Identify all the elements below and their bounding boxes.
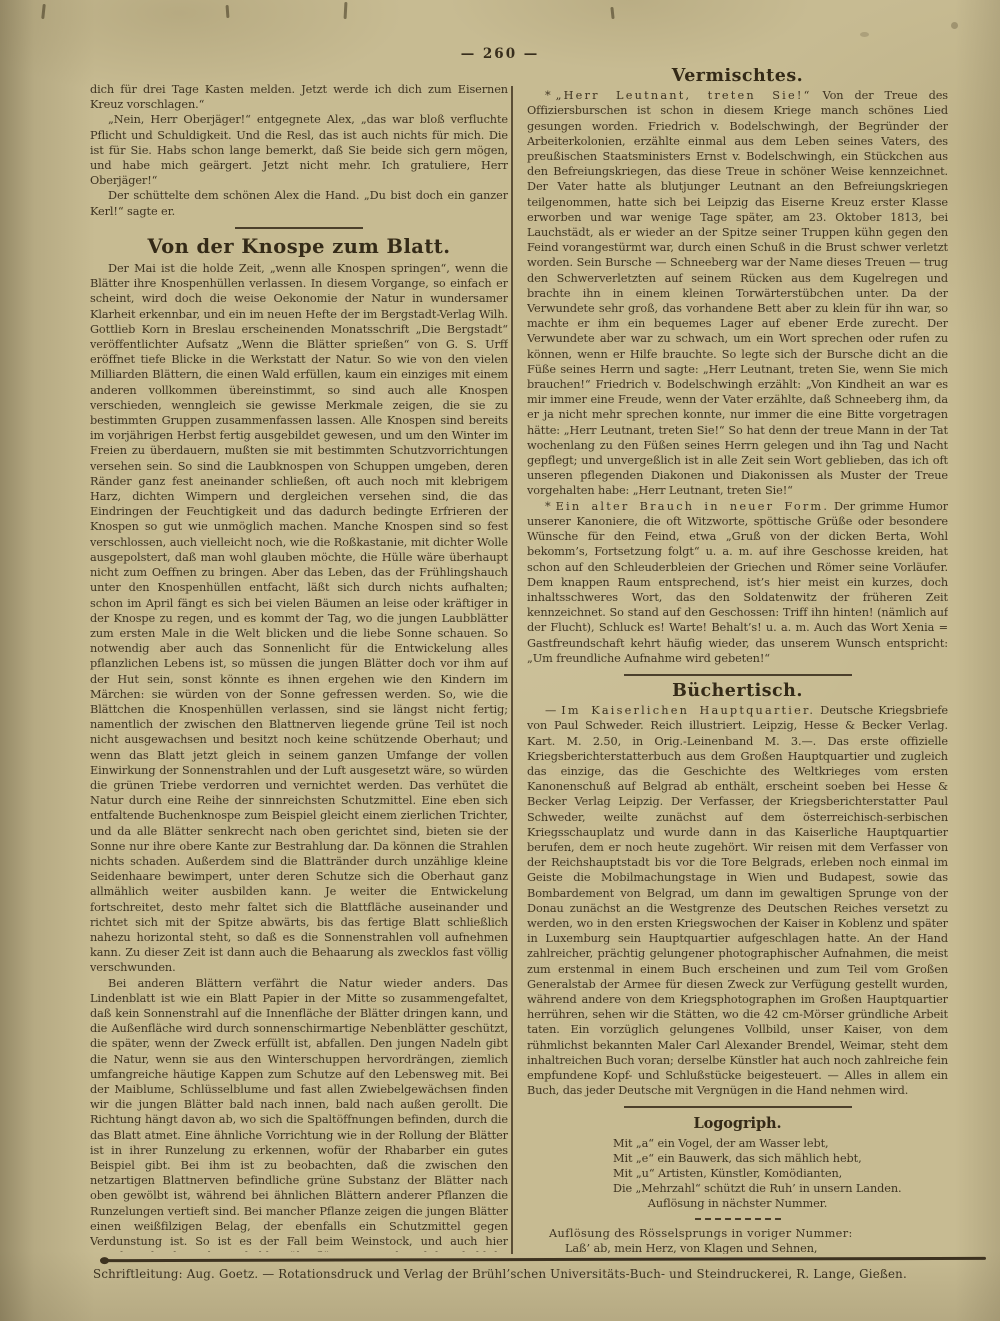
- solution-line: Laß’ ab, mein Herz, von Klagen und Sehnen,: [565, 1241, 818, 1254]
- ink-mark: [41, 4, 46, 19]
- news-item: [527, 88, 948, 498]
- buechertisch-title: Büchertisch.: [672, 679, 803, 701]
- article-title: Von der Knospe zum Blatt.: [147, 233, 451, 258]
- news-item: [527, 499, 948, 666]
- right-column: [527, 68, 948, 1254]
- vermischtes-title: Vermischtes.: [671, 68, 804, 86]
- logogriph-title: Logogriph.: [693, 1114, 782, 1133]
- story-paragraph: Der schüttelte dem schönen Alex die Hand. „Du bist doch ein ganzer Kerl!“ sagte er.: [90, 189, 508, 218]
- poem-line: Mit „u“ Artisten, Künstler, Komödianten,: [613, 1167, 843, 1181]
- footer-divider: [104, 1257, 986, 1262]
- logogriph-note: Auflösung in nächster Nummer.: [647, 1197, 828, 1211]
- item-text: Von der Treue des Offiziersburschen ist schon in diesem Kriege manch schönes Lied gesungen worden. Friedrich v. Bodelschwingh, der Begründer der Arbeiterkolonien, erzählte einmal aus dem Leben seines Vaters, des preußischen Staatsministers Ernst v. Bodelschwingh, ein Stückchen aus den Befreiungskriegen, das diese Treue in schöner Weise kennzeichnet. Der Vater hatte als blutjunger Leutnant an den Befreiungskriegen teilgenommen, hatte sich bei Leipzig das Eiserne Kreuz erster Klasse erworben und war wenige Tage später, am 23. Oktober 1813, bei Lauchstädt, als er wieder an der Spitze seiner Truppen kühn gegen den Feind vorangestürmt war, durch einen Schuß in die Brust schwer verletzt worden. Sein Bursche — Schneeberg war der Name dieses Treuen — trug den Schwerverletzten auf seinem Rücken aus dem Kugelregen und brachte ihn in einem kleinen Torwärterstübchen unter. Da der Verwundete sehr groß, das vorhandene Bett aber zu klein für ihn war, so machte er ihm ein bequemes Lager auf ebener Erde zurecht. Der Verwundete aber war zu schwach, um ein Wort sprechen oder rufen zu können, wenn er Hilfe brauchte. So legte sich der Bursche dicht an die Füße seines Herrn und sagte: „Herr Leutnant, treten Sie, wenn Sie mich brauchen!“ Friedrich v. Bodelschwingh erzählt: „Von Kindheit an war es mir immer eine Freude, wenn der Vater erzählte, daß Schneeberg ihm, da er ja nicht mehr sprechen konnte, nur immer die eine Bitte vorgetragen hätte: „Herr Leutnant, treten Sie!“ So hat denn der treue Mann in der Tat wochenlang zu den Füßen seines Herrn gelegen und ihn Tag und Nacht gepflegt; und unvergeßlich ist in alle Zeit sein Wort geblieben, das ich oft unseren pflegenden Diakonen und Diakonissen als Muster der Treue vorgehalten habe: „Herr Leutnant, treten Sie!“: [527, 89, 948, 498]
- item-marker: *: [545, 499, 551, 513]
- section-divider: [235, 227, 363, 229]
- story-paragraph: dich für drei Tage Kasten melden. Jetzt werde ich dich zum Eisernen Kreuz vorschlagen.“: [90, 83, 508, 112]
- article-paragraph: Bei anderen Blättern verfährt die Natur wieder anders. Das Lindenblatt ist wie ein Blatt Papier in der Mitte so zusammengefaltet, daß kein Sonnenstrahl auf die Innenfläche der Blätter dringen kann, und die Außenfläche wird durch sonnenschirmartige Nebenblätter geschützt, die später, wenn der Zweck erfüllt ist, abfallen. Den jungen Nadeln gibt die Natur, wenn sie aus den Winterschuppen hervordrängen, ziemlich umfangreiche häutige Kappen zum Schutze auf den Lebensweg mit. Bei der Maiblume, Schlüsselblume und fast allen Zwiebelgewächsen finden wir die jungen Blätter bald nach innen, bald nach außen gerollt. Die Richtung hängt davon ab, wo sich die Spaltöffnungen befinden, durch die das Blatt atmet. Eine ähnliche Vorrichtung wie in der Rollung der Blätter ist in ihrer Runzelung zu erkennen, wofür der Rhabarber ein gutes Beispiel gibt. Bei ihm ist zu beobachten, daß die zwischen den netzartigen Blattnerven befindliche grüne Substanz der Blätter nach oben gewölbt ist, während bei ähnlichen Blättern anderer Pflanzen die Runzelungen vertieft sind. Bei mancher Pflanze zeigen die jungen Blätter einen weißfilzigen Belag, der ebenfalls ein Schutzmittel gegen Verdunstung ist. So ist es der Fall beim Weinstock, und auch hier: [90, 976, 508, 1249]
- imprint: Schriftleitung: Aug. Goetz. — Rotationsdruck und Verlag der Brühl’schen Universitäts-Buch- und Steindruckerei, R. Lange, Gießen.: [93, 1267, 907, 1281]
- article-paragraph: Der Mai ist die holde Zeit, „wenn alle Knospen springen“, wenn die Blätter ihre Knospenhüllen verlassen. In diesem Vorgange, so einfach er scheint, wird doch die weise Oekonomie der Natur in wundersamer Klarheit erkennbar, und ein im neuen Hefte der im Bergstadt-Verlag Wilh. Gottlieb Korn in Breslau erscheinenden Monatsschrift „Die Bergstadt“ veröffentlichter Aufsatz „Wenn die Blätter sprießen“ von G. S. Urff eröffnet tiefe Blicke in die Werkstatt der Natur. So wie von den vielen Milliarden Blättern, die einen Wald erfüllen, kaum ein einziges mit einem anderen vollkommen übereinstimmt, so sind auch alle Knospen verschieden, wenngleich sie gewisse Merkmale zeigen, die sie zu bestimmten Gruppen zusammenfassen lassen. Alle Knospen sind bereits im vorjährigen Herbst fertig ausgebildet gewesen, und um den Winter im Freien zu überdauern, mußten sie mit bestimmten Schutzvorrichtungen versehen sein. So sind die Laubknospen von Schuppen umgeben, deren Ränder ganz fest aneinander schließen, oft auch noch mit klebrigem Harz, dichten Wimpern und dergleichen versehen sind, die das Eindringen der Feuchtigkeit und das dadurch bedingte Erfrieren der Knospen so gut wie unmöglich machen. Manche Knospen sind so fest verschlossen, auch vielleicht noch, wie die Roßkastanie, mit dichter Wolle ausgepolstert, daß man wohl glauben möchte, die Hülle wäre überhaupt nicht zum Oeffnen zu bringen. Aber das Leben, das der Frühlingshauch unter den Knospenhüllen entfacht, läßt sich durch nichts aufhalten; schon im April fängt es sich bei vielen Bäumen an leise oder kräftiger in der Knospe zu regen, und es kommt der Tag, wo die jungen Laubblätter zum ersten Male in die Welt blicken und die liebe Sonne schauen. So notwendig aber auch das Sonnenlicht für die Entwickelung alles pflanzlichen Lebens ist, so müssen die jungen Blätter doch vor ihm auf der Hut sein, sonst könnte es ihnen ergehen wie den Kindern im Märchen: sie würden von der Sonne gefressen werden. So, wie die Blättchen die Knospenhüllen verlassen, sind sie längst nicht fertig; namentlich der zwischen den Blattnerven liegende grüne Teil ist noch nicht ausgewachsen und besitzt noch keine schützende Oberhaut; und wenn das Blatt jetzt gleich in seinem ganzen Umfange der vollen Einwirkung der Sonnenstrahlen und der Luft ausgesetzt wäre, so würden die grünen Triebe verdorren und vernichtet werden. Das verhütet die Natur durch eine Reihe der sinnreichsten Schutzmittel. Eine eben sich entfaltende Buchenknospe zum Beispiel gleicht einem zierlichen Trichter, und da alle Blätter senkrecht nach oben gerichtet sind, bieten sie der Sonne nur ihre obere Kante zur Bestrahlung dar. Da können die Strahlen nichts schaden. Außerdem sind die Blattränder durch unzählige kleine Seidenhaare bewimpert, unter deren Schutze sich die Oberhaut ganz allmählich weiter ausbilden kann. Je weiter die Entwickelung fortschreitet, desto mehr faltet sich die Blattfläche auseinander und richtet sich mit der Spitze abwärts, bis das fertige Blatt schließlich nahezu horizontal steht, so daß es die Sonnenstrahlen voll aufnehmen kann. Zu dieser Zeit ist dann auch die Behaarung als zwecklos fast völlig verschwunden.: [90, 262, 508, 975]
- poem-line: Mit „e“ ein Bauwerk, das sich mählich hebt,: [613, 1151, 862, 1165]
- ink-mark: [344, 2, 348, 19]
- solution-heading: Auflösung des Rösselsprungs in voriger Nummer:: [549, 1226, 853, 1240]
- section-divider: [624, 674, 852, 676]
- section-divider: [624, 1106, 852, 1108]
- item-lead: Ein alter Brauch in neuer Form.: [555, 499, 830, 513]
- story-paragraph: „Nein, Herr Oberjäger!“ entgegnete Alex, „das war bloß verfluchte Pflicht und Schuldigkeit. Und die Resl, das ist auch nichts für mich. Die ist für Sie. Habs schon lange bemerkt, daß Sie beide sich gern mögen, und habe mich geärgert. Jetzt nicht mehr. Ich gratuliere, Herr Oberjäger!“: [90, 113, 508, 188]
- item-lead: Im Kaiserlichen Hauptquartier.: [561, 704, 816, 718]
- item-lead: „Herr Leutnant, treten Sie!“: [555, 89, 812, 103]
- poem-line: Mit „a“ ein Vogel, der am Wasser lebt,: [613, 1136, 829, 1150]
- dashed-divider: [695, 1218, 781, 1220]
- poem-line: Die „Mehrzahl“ schützt die Ruh’ in unsern Landen.: [613, 1182, 902, 1196]
- page-number: — 260 —: [460, 46, 540, 62]
- ink-stain: [951, 22, 958, 29]
- ink-mark: [226, 5, 230, 18]
- book-review: [527, 703, 948, 1098]
- ink-stain: [860, 32, 869, 37]
- ink-mark: [610, 7, 614, 19]
- item-marker: —: [545, 704, 557, 718]
- item-text: Der grimme Humor unserer Kanoniere, die oft Witzworte, spöttische Grüße oder besondere Wünsche für den Feind, etwa „Gruß von der dicken Berta, Wohl bekomm’s, Fortsetzung folgt“ u. a. m. auf ihre Geschosse kreiden, hat schon auf den Schleuderbleien der Griechen und Römer seine Vorläufer. Dem knappen Raum entsprechend, ist’s hier meist ein kurzes, doch inhaltsschweres Wort, das den Soldatenwitz der früheren Zeit kennzeichnet. So stand auf den Geschossen: Triff ihn hinten! (nämlich auf der Flucht), Schluck es! Warte! Behalt’s! u. a. m. Auch das Wort Xenia = Gastfreundschaft kehrt häufig wieder, das unserem Wunsch entspricht: „Um freundliche Aufnahme wird gebeten!“: [527, 499, 948, 665]
- column-divider: [511, 86, 513, 1254]
- item-text: Deutsche Kriegsbriefe von Paul Schweder. Reich illustriert. Leipzig, Hesse & Becker Verlag. Kart. M. 2.50, in Orig.-Leinenband M. 3.—. Das erste offizielle Kriegsberichterstatterbuch aus dem Großen Hauptquartier und zugleich das einzige, das die Geschichte des Weltkrieges vom ersten Kanonenschuß auf Belgrad ab enthält, erscheint soeben bei Hesse & Becker Verlag Leipzig. Der Verfasser, der Kriegsberichterstatter Paul Schweder, weilte zunächst auf dem österreichisch-serbischen Kriegsschauplatz und wurde dann in das Kaiserliche Hauptquartier berufen, dem er noch heute zugehört. Wir reisen mit dem Verfasser von der Reichshauptstadt bis vor die Tore Belgrads, erleben noch einmal im Geiste die Mobilmachungstage in Wien und Budapest, sowie das Bombardement von Belgrad, um dann im gewaltigen Sprunge von der Donau zunächst an die Westgrenze des Deutschen Reiches versetzt zu werden, wo in den ersten Kriegswochen der Kaiser in Koblenz und später in Luxemburg sein Hauptquartier aufgeschlagen hatte. An der Hand zahlreicher, prächtig gelungener photographischer Aufnahmen, die meist zum erstenmal in einem Buch erscheinen und zum Teil vom Großen Generalstab der Armee für diesen Zweck zur Verfügung gestellt wurden, während andere von dem Kriegsphotographen im Großen Hauptquartier herrühren, sehen wir die Stätten, wo die 42 cm-Mörser gründliche Arbeit taten. Ein vorzüglich gelungenes Vollbild, unser Kaiser, von dem rühmlichst bekannten Maler Carl Alexander Brendel, Weimar, steht dem inhaltreichen Buch voran; derselbe Künstler hat auch noch zahlreiche fein empfundene Kopf- und Schlußstücke beigesteuert. — Alles in allem ein Buch, das jeder Deutsche mit Vergnügen in die Hand nehmen wird.: [527, 704, 948, 1098]
- item-marker: *: [545, 89, 551, 103]
- left-column: [90, 82, 508, 1252]
